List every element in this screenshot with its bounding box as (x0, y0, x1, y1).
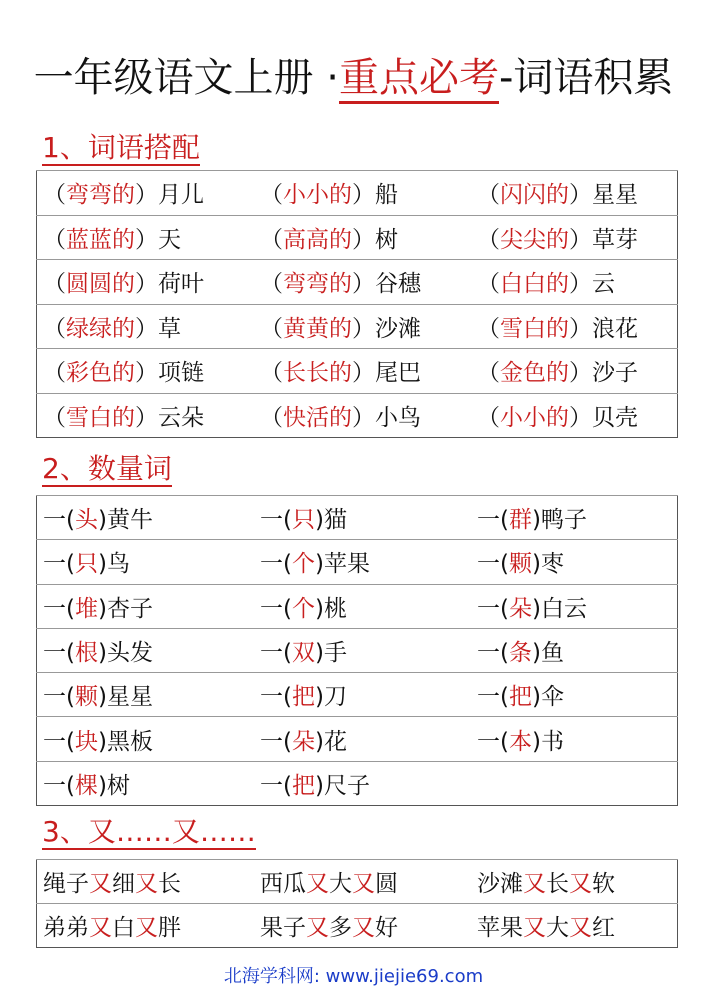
measure-word: 只 (74, 551, 98, 578)
measure-noun: 猫 (323, 507, 347, 534)
yi-char: 一 (260, 551, 283, 578)
collocation-cell (37, 393, 255, 438)
paren-close: ) (531, 640, 541, 667)
you-phrase-subject: 果子 (260, 915, 306, 941)
you-phrase-adj1: 大 (329, 871, 352, 897)
paren-open: ( (283, 507, 292, 534)
table-row (37, 349, 678, 394)
measure-word: 个 (291, 595, 315, 622)
measure-cell (254, 717, 471, 761)
paren-open: ( (500, 595, 509, 622)
collocation-noun: 天 (158, 226, 181, 253)
collocation-adjective: 彩色的 (66, 360, 135, 387)
collocation-adjective: 蓝蓝的 (66, 226, 135, 253)
you-char: 又 (306, 915, 329, 941)
collocation-cell (471, 171, 678, 216)
you-phrase-subject: 沙滩 (477, 871, 523, 897)
paren-open: （ (260, 315, 283, 342)
you-phrase-adj1: 细 (112, 871, 135, 897)
you-char: 又 (523, 871, 546, 897)
paren-close: ） (352, 271, 375, 298)
paren-open: ( (500, 728, 509, 755)
yi-char: 一 (43, 595, 66, 622)
you-phrase-adj2: 胖 (158, 915, 181, 941)
paren-close: ) (97, 507, 107, 534)
you-char: 又 (352, 915, 375, 941)
you-phrase-subject: 弟弟 (43, 915, 89, 941)
you-char: 又 (569, 915, 592, 941)
paren-open: ( (66, 551, 75, 578)
collocation-noun: 云朵 (158, 404, 204, 431)
measure-word: 只 (291, 507, 315, 534)
yi-char: 一 (477, 640, 500, 667)
collocation-noun: 贝壳 (592, 404, 638, 431)
paren-close: ) (314, 551, 324, 578)
paren-close: ) (314, 684, 324, 711)
measure-cell (37, 761, 255, 805)
table-row (37, 860, 678, 904)
measure-cell (37, 584, 255, 628)
table-row (37, 584, 678, 628)
measure-noun: 黄牛 (106, 507, 153, 534)
you-char: 又 (89, 871, 112, 897)
measure-noun: 桃 (323, 595, 347, 622)
yi-char: 一 (43, 551, 66, 578)
you-char: 又 (135, 871, 158, 897)
paren-close: ) (97, 772, 107, 799)
collocation-cell (37, 304, 255, 349)
measure-noun: 刀 (323, 684, 347, 711)
measure-cell (254, 540, 471, 584)
paren-open: （ (43, 360, 66, 387)
you-phrase-subject: 绳子 (43, 871, 89, 897)
footer-website: 北海学科网: www.jiejie69.com (223, 966, 484, 987)
measure-word-table (36, 495, 678, 806)
paren-open: （ (477, 271, 500, 298)
paren-open: ( (283, 728, 292, 755)
paren-open: ( (283, 595, 292, 622)
section-title-you (42, 814, 256, 850)
you-phrase-cell (254, 904, 471, 948)
title-prefix: 一年级语文上册 · (33, 55, 339, 101)
measure-cell (254, 584, 471, 628)
yi-char: 一 (477, 551, 500, 578)
measure-noun: 手 (323, 640, 347, 667)
collocation-adjective: 白白的 (500, 271, 569, 298)
you-phrase-table (36, 859, 678, 948)
collocation-cell (471, 260, 678, 305)
paren-close: ) (314, 772, 324, 799)
you-char: 又 (352, 871, 375, 897)
yi-char: 一 (260, 772, 283, 799)
section-title-measure-text: 2、数量词 (42, 452, 172, 485)
measure-cell (471, 628, 678, 672)
collocation-noun: 草 (158, 315, 181, 342)
paren-open: ( (66, 772, 75, 799)
section-title-you-text: 3、又……又…… (42, 815, 256, 848)
paren-open: （ (260, 182, 283, 209)
measure-noun: 杏子 (106, 595, 153, 622)
measure-word: 群 (508, 507, 532, 534)
collocation-noun: 云 (592, 271, 615, 298)
paren-close: ) (314, 507, 324, 534)
table-row (37, 171, 678, 216)
measure-cell (471, 496, 678, 540)
you-char: 又 (135, 915, 158, 941)
paren-close: ) (97, 551, 107, 578)
collocation-cell (254, 171, 471, 216)
paren-open: ( (500, 551, 509, 578)
collocation-adjective: 小小的 (500, 404, 569, 431)
collocation-adjective: 绿绿的 (66, 315, 135, 342)
paren-open: ( (500, 507, 509, 534)
table-row (37, 304, 678, 349)
measure-noun: 苹果 (323, 551, 370, 578)
measure-cell (254, 761, 471, 805)
yi-char: 一 (43, 772, 66, 799)
paren-close: ) (97, 684, 107, 711)
paren-open: ( (66, 507, 75, 534)
paren-open: ( (283, 684, 292, 711)
collocation-noun: 沙滩 (375, 315, 421, 342)
you-phrase-adj1: 长 (546, 871, 569, 897)
measure-word: 朵 (508, 595, 532, 622)
yi-char: 一 (43, 684, 66, 711)
you-phrase-adj2: 好 (375, 915, 398, 941)
yi-char: 一 (43, 507, 66, 534)
measure-word: 双 (291, 640, 315, 667)
paren-open: ( (500, 640, 509, 667)
measure-word: 颗 (74, 684, 98, 711)
collocation-cell (37, 215, 255, 260)
you-phrase-adj2: 红 (592, 915, 615, 941)
you-phrase-adj2: 软 (592, 871, 615, 897)
paren-open: （ (43, 315, 66, 342)
yi-char: 一 (260, 640, 283, 667)
section-title-collocation (42, 130, 200, 166)
collocation-noun: 树 (375, 226, 398, 253)
measure-word: 把 (291, 772, 315, 799)
yi-char: 一 (260, 684, 283, 711)
measure-word: 棵 (74, 772, 98, 799)
collocation-noun: 小鸟 (375, 404, 421, 431)
table-row (37, 761, 678, 805)
paren-open: （ (477, 404, 500, 431)
measure-word: 把 (291, 684, 315, 711)
measure-cell (254, 496, 471, 540)
paren-close: ） (569, 271, 592, 298)
paren-close: ） (352, 404, 375, 431)
measure-cell (37, 628, 255, 672)
paren-open: （ (477, 315, 500, 342)
table-row (37, 628, 678, 672)
paren-close: ) (531, 728, 541, 755)
yi-char: 一 (477, 507, 500, 534)
you-phrase-subject: 苹果 (477, 915, 523, 941)
title-suffix: -词语积累 (499, 55, 674, 101)
collocation-cell (471, 215, 678, 260)
measure-word: 条 (508, 640, 532, 667)
paren-open: （ (43, 271, 66, 298)
paren-open: （ (260, 404, 283, 431)
paren-open: ( (283, 772, 292, 799)
paren-open: （ (477, 360, 500, 387)
paren-close: ) (531, 595, 541, 622)
measure-noun: 伞 (540, 684, 564, 711)
paren-open: （ (43, 226, 66, 253)
measure-noun: 鱼 (540, 640, 564, 667)
measure-word: 头 (74, 507, 98, 534)
measure-cell (37, 496, 255, 540)
you-phrase-adj2: 长 (158, 871, 181, 897)
collocation-adjective: 尖尖的 (500, 226, 569, 253)
measure-cell (37, 673, 255, 717)
paren-close: ) (314, 595, 324, 622)
paren-close: ） (352, 360, 375, 387)
collocation-noun: 船 (375, 182, 398, 209)
collocation-adjective: 快活的 (283, 404, 352, 431)
paren-close: ） (569, 226, 592, 253)
measure-cell (37, 717, 255, 761)
paren-close: ） (352, 315, 375, 342)
measure-noun: 树 (106, 772, 130, 799)
table-row (37, 215, 678, 260)
paren-open: （ (43, 404, 66, 431)
table-row (37, 673, 678, 717)
paren-close: ） (135, 271, 158, 298)
measure-word: 把 (508, 684, 532, 711)
measure-noun: 头发 (106, 640, 153, 667)
paren-close: ) (97, 595, 107, 622)
table-row (37, 904, 678, 948)
collocation-adjective: 弯弯的 (283, 271, 352, 298)
collocation-cell (254, 260, 471, 305)
yi-char: 一 (43, 728, 66, 755)
paren-open: （ (260, 271, 283, 298)
collocation-adjective: 长长的 (283, 360, 352, 387)
paren-close: ) (97, 728, 107, 755)
collocation-cell (254, 393, 471, 438)
paren-close: ） (569, 182, 592, 209)
measure-word: 朵 (291, 728, 315, 755)
paren-open: ( (283, 640, 292, 667)
paren-close: ) (531, 551, 541, 578)
collocation-cell (254, 349, 471, 394)
you-phrase-cell (37, 860, 255, 904)
collocation-cell (471, 349, 678, 394)
title-highlight: 重点必考 (339, 55, 499, 104)
you-phrase-cell (471, 904, 678, 948)
paren-open: ( (66, 728, 75, 755)
paren-open: （ (43, 182, 66, 209)
you-char: 又 (569, 871, 592, 897)
collocation-adjective: 弯弯的 (66, 182, 135, 209)
yi-char: 一 (260, 507, 283, 534)
you-char: 又 (89, 915, 112, 941)
collocation-noun: 沙子 (592, 360, 638, 387)
collocation-cell (471, 393, 678, 438)
paren-open: （ (477, 226, 500, 253)
table-row (37, 260, 678, 305)
measure-noun: 白云 (540, 595, 587, 622)
paren-open: ( (66, 640, 75, 667)
you-phrase-adj2: 圆 (375, 871, 398, 897)
collocation-adjective: 雪白的 (500, 315, 569, 342)
measure-word: 堆 (74, 595, 98, 622)
collocation-adjective: 圆圆的 (66, 271, 135, 298)
yi-char: 一 (260, 595, 283, 622)
collocation-adjective: 闪闪的 (500, 182, 569, 209)
measure-noun: 黑板 (106, 728, 153, 755)
paren-close: ） (569, 315, 592, 342)
measure-cell (471, 584, 678, 628)
measure-word: 颗 (508, 551, 532, 578)
collocation-noun: 尾巴 (375, 360, 421, 387)
paren-close: ） (569, 404, 592, 431)
measure-word: 根 (74, 640, 98, 667)
paren-open: （ (477, 182, 500, 209)
yi-char: 一 (477, 728, 500, 755)
yi-char: 一 (43, 640, 66, 667)
paren-close: ) (314, 640, 324, 667)
measure-cell (471, 761, 678, 805)
paren-close: ) (314, 728, 324, 755)
collocation-noun: 浪花 (592, 315, 638, 342)
measure-cell (254, 628, 471, 672)
measure-cell (471, 673, 678, 717)
table-row (37, 496, 678, 540)
measure-cell (471, 717, 678, 761)
paren-close: ） (135, 226, 158, 253)
measure-word: 个 (291, 551, 315, 578)
paren-close: ） (352, 182, 375, 209)
measure-cell (254, 673, 471, 717)
measure-noun: 花 (323, 728, 347, 755)
you-phrase-adj1: 白 (112, 915, 135, 941)
yi-char: 一 (260, 728, 283, 755)
collocation-cell (254, 215, 471, 260)
collocation-adjective: 小小的 (283, 182, 352, 209)
paren-close: ） (135, 182, 158, 209)
measure-cell (471, 540, 678, 584)
measure-noun: 鸟 (106, 551, 130, 578)
measure-cell (37, 540, 255, 584)
measure-noun: 星星 (106, 684, 153, 711)
you-phrase-cell (471, 860, 678, 904)
you-phrase-cell (37, 904, 255, 948)
collocation-cell (254, 304, 471, 349)
you-phrase-subject: 西瓜 (260, 871, 306, 897)
paren-open: ( (283, 551, 292, 578)
collocation-table (36, 170, 678, 438)
you-phrase-adj1: 多 (329, 915, 352, 941)
paren-open: （ (260, 226, 283, 253)
yi-char: 一 (477, 684, 500, 711)
collocation-cell (37, 260, 255, 305)
section-title-measure (42, 451, 172, 487)
table-row (37, 717, 678, 761)
table-row (37, 540, 678, 584)
collocation-noun: 草芽 (592, 226, 638, 253)
paren-open: ( (66, 595, 75, 622)
collocation-noun: 项链 (158, 360, 204, 387)
paren-close: ) (97, 640, 107, 667)
paren-close: ） (135, 315, 158, 342)
paren-close: ） (569, 360, 592, 387)
collocation-cell (37, 171, 255, 216)
you-char: 又 (523, 915, 546, 941)
table-row (37, 393, 678, 438)
paren-close: ） (135, 360, 158, 387)
you-phrase-cell (254, 860, 471, 904)
measure-word: 本 (508, 728, 532, 755)
paren-open: ( (500, 684, 509, 711)
you-phrase-adj1: 大 (546, 915, 569, 941)
collocation-adjective: 黄黄的 (283, 315, 352, 342)
collocation-noun: 荷叶 (158, 271, 204, 298)
paren-open: （ (260, 360, 283, 387)
collocation-cell (37, 349, 255, 394)
paren-close: ） (352, 226, 375, 253)
paren-close: ） (135, 404, 158, 431)
paren-close: ) (531, 684, 541, 711)
paren-open: ( (66, 684, 75, 711)
measure-noun: 尺子 (323, 772, 370, 799)
section-title-collocation-text: 1、词语搭配 (42, 131, 200, 164)
measure-word: 块 (74, 728, 98, 755)
collocation-noun: 星星 (592, 182, 638, 209)
you-char: 又 (306, 871, 329, 897)
measure-noun: 书 (540, 728, 564, 755)
collocation-noun: 谷穗 (375, 271, 421, 298)
page-title (0, 50, 707, 106)
collocation-adjective: 雪白的 (66, 404, 135, 431)
paren-close: ) (531, 507, 541, 534)
measure-noun: 枣 (540, 551, 564, 578)
collocation-adjective: 金色的 (500, 360, 569, 387)
measure-noun: 鸭子 (540, 507, 587, 534)
yi-char: 一 (477, 595, 500, 622)
collocation-adjective: 高高的 (283, 226, 352, 253)
collocation-noun: 月儿 (158, 182, 204, 209)
collocation-cell (471, 304, 678, 349)
